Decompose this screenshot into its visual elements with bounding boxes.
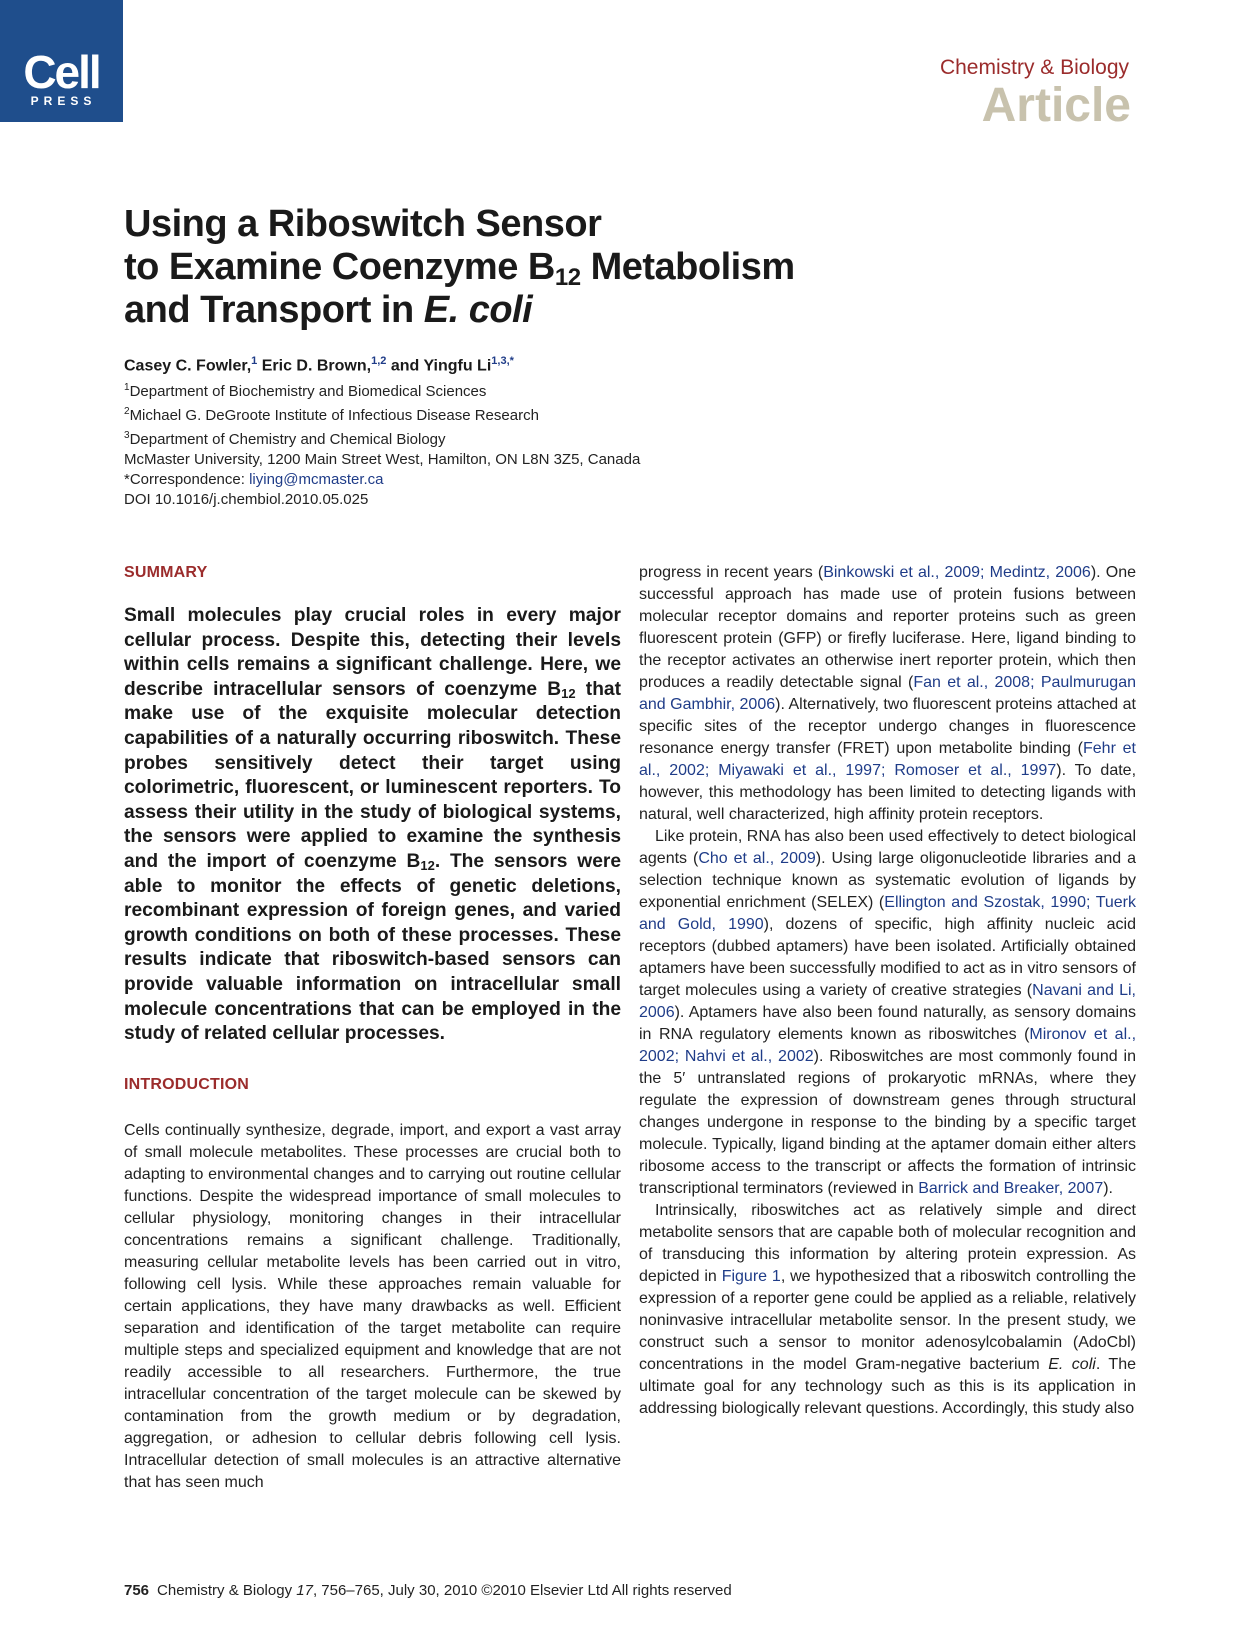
correspondence-label: *Correspondence: xyxy=(124,471,250,488)
author-2: Eric D. Brown, xyxy=(257,357,372,375)
p1-text-d: ). To date, however, this methodology has been limited to detecting ligands with natural, well characterized, high affinity protein receptors. xyxy=(639,762,1137,823)
author-3-sup[interactable]: 1,3,* xyxy=(491,355,514,367)
affiliation-1 xyxy=(124,378,640,402)
summary-heading: SUMMARY xyxy=(124,564,208,581)
p3-text-b: , we hypothesized that a riboswitch controlling the expression of a reporter gene could be applied as a reliable, relatively noninvasive intracellular metabolite sensor. In the present study, we construct such a sensor to monitor adenosylcobalamin (AdoCbl) concentrations in the model Gram-negative bacterium xyxy=(639,1268,1136,1373)
summary-sub-2: 12 xyxy=(420,857,435,873)
article-type: Article xyxy=(981,79,1131,132)
title-line-2 xyxy=(124,246,924,289)
title-line-3 xyxy=(124,289,924,332)
citation-link[interactable]: Mironov et al., 2002; Nahvi et al., 2002 xyxy=(639,1026,1137,1065)
article-title xyxy=(124,203,924,332)
introduction-text: Cells continually synthesize, degrade, import, and export a vast array of small molecule metabolites. These processes are crucial both to adapting to environmental changes and to carrying out routine cellular functions. Despite the widespread importance of small molecules to cellular physiology, monitoring changes in their intracellular concentrations remains a significant challenge. Traditionally, measuring cellular metabolite levels has been carried out in vitro, following cell lysis. While these approaches remain valuable for certain applications, they have many drawbacks as well. Efficient separation and identification of the target metabolite can require multiple steps and specialized equipment and knowledge that are not readily accessible to all researchers. Furthermore, the true intracellular concentration of the target molecule can be skewed by contamination from the growth medium or by degradation, aggregation, or adhesion to cellular debris following cell lysis. Intracellular detection of small molecules is an attractive alternative that has seen much xyxy=(124,1121,621,1491)
summary-part-2: that make use of the exquisite molecular detection capabilities of a naturally occurring riboswitch. These probes sensitively detect their target using colorimetric, fluorescent, or luminescent reporters. To assess their utility in the study of biological systems, the sensors were applied to examine the synthesis and the import of coenzyme B xyxy=(124,678,621,872)
title-line-2b: Metabolism xyxy=(580,246,795,288)
p2-text-a: Like protein, RNA has also been used effectively to detect biological agents ( xyxy=(639,828,1136,867)
page-number: 756 xyxy=(124,1582,150,1599)
title-line-3a: and Transport in xyxy=(124,289,424,331)
page-footer xyxy=(124,1582,732,1599)
p1-text-b: ). One successful approach has made use of protein fusions between molecular receptor domains and reporter proteins such as green fluorescent protein (GFP) or firefly luciferase. Here, ligand binding to the receptor activates an otherwise inert reporter protein, which then produces a readily detectable signal ( xyxy=(639,564,1137,691)
affiliation-1-sup: 1 xyxy=(124,382,130,393)
author-2-sup[interactable]: 1,2 xyxy=(371,355,387,367)
citation-link[interactable]: Navani and Li, 2006 xyxy=(639,982,1137,1021)
summary-part-1: Small molecules play crucial roles in every major cellular process. Despite this, detecting their levels within cells remains a significant challenge. Here, we describe intracellular sensors of coenzyme B xyxy=(124,605,621,700)
p3-text-a: Intrinsically, riboswitches act as relatively simple and direct metabolite sensors that are capable both of molecular recognition and of transducing this information by altering protein expression. As depicted in xyxy=(639,1202,1136,1285)
author-list xyxy=(124,355,514,375)
affiliation-3-text: Department of Chemistry and Chemical Biology xyxy=(129,431,446,448)
p2-text-f: ). xyxy=(1103,1180,1113,1197)
affiliation-1-text: Department of Biochemistry and Biomedical Sciences xyxy=(129,383,487,400)
figure-link[interactable]: Figure 1 xyxy=(721,1268,781,1285)
journal-name: Chemistry & Biology xyxy=(939,56,1129,79)
author-3: and Yingfu Li xyxy=(386,357,492,375)
p3-text-c: . The ultimate goal for any technology such as this is its application in addressing biologically relevant questions. Accordingly, this study also xyxy=(639,1356,1137,1417)
author-1: Casey C. Fowler, xyxy=(124,357,252,375)
title-subscript: 12 xyxy=(554,264,581,291)
title-line-1: Using a Riboswitch Sensor xyxy=(124,203,602,245)
affiliation-2-sup: 2 xyxy=(124,406,130,417)
author-1-sup[interactable]: 1 xyxy=(251,355,258,367)
footer-volume: 17 xyxy=(296,1582,313,1599)
title-line-2a: to Examine Coenzyme B xyxy=(124,246,555,288)
affiliation-2-text: Michael G. DeGroote Institute of Infectious Disease Research xyxy=(129,407,539,424)
affiliation-3-sup: 3 xyxy=(124,430,130,441)
citation-link[interactable]: Ellington and Szostak, 1990; Tuerk and Gold, 1990 xyxy=(639,894,1137,933)
p2-text-c: ), dozens of specific, high affinity nucleic acid receptors (dubbed aptamers) have been isolated. Artificially obtained aptamers have been successfully modified to act as in vitro sensors of target molecules using a variety of creative strategies ( xyxy=(639,916,1137,999)
affiliations xyxy=(124,378,640,510)
citation-link[interactable]: Barrick and Breaker, 2007 xyxy=(918,1180,1104,1197)
p2-text-b: ). Using large oligonucleotide libraries and a selection technique known as systematic evolution of ligands by exponential enrichment (SELEX) ( xyxy=(639,850,1137,911)
affiliation-3 xyxy=(124,426,640,450)
summary-part-3: . The sensors were able to monitor the effects of genetic deletions, recombinant expression of foreign genes, and varied growth conditions on both of these processes. These results indicate that riboswitch-based sensors can provide valuable information on intracellular small molecule concentrations that can be employed in the study of related cellular processes. xyxy=(124,850,622,1045)
correspondence-email-link[interactable]: liying@mcmaster.ca xyxy=(249,471,384,488)
p2-text-d: ). Aptamers have also been found naturally, as sensory domains in RNA regulatory elements known as riboswitches ( xyxy=(639,1004,1136,1043)
summary-sub-1: 12 xyxy=(561,685,576,701)
paragraph-1 xyxy=(639,562,1136,826)
p1-text-a: progress in recent years ( xyxy=(639,564,824,581)
summary-text xyxy=(124,604,621,1047)
p2-text-e: ). Riboswitches are most commonly found in the 5′ untranslated regions of prokaryotic mRNAs, where they regulate the expression of downstream genes through structural changes undergone in response to the binding by a specific target molecule. Typically, ligand binding at the aptamer domain either alters ribosome access to the transcript or affects the formation of intrinsic transcriptional terminators (reviewed in xyxy=(639,1048,1136,1197)
doi: DOI 10.1016/j.chembiol.2010.05.025 xyxy=(124,491,369,508)
cell-press-logo xyxy=(0,0,123,122)
citation-link[interactable]: Fan et al., 2008; Paulmurugan and Gambhir, 2006 xyxy=(639,674,1137,713)
p1-text-c: ). Alternatively, two fluorescent proteins attached at specific sites of the receptor undergo changes in fluorescence resonance energy transfer (FRET) upon metabolite binding ( xyxy=(639,696,1136,757)
logo-sub: PRESS xyxy=(30,94,97,108)
citation-link[interactable]: Fehr et al., 2002; Miyawaki et al., 1997; Romoser et al., 1997 xyxy=(639,740,1137,779)
introduction-heading: INTRODUCTION xyxy=(124,1075,250,1093)
title-italic: E. coli xyxy=(423,289,533,331)
right-column xyxy=(639,562,1136,1420)
logo-main: Cell xyxy=(23,46,100,98)
p3-italic: E. coli xyxy=(1048,1356,1096,1373)
footer-journal: Chemistry & Biology xyxy=(157,1582,297,1599)
paragraph-2 xyxy=(639,826,1136,1200)
footer-citation: , 756–765, July 30, 2010 ©2010 Elsevier Ltd All rights reserved xyxy=(312,1582,732,1599)
paragraph-3 xyxy=(639,1200,1136,1420)
correspondence xyxy=(124,470,640,490)
citation-link[interactable]: Binkowski et al., 2009; Medintz, 2006 xyxy=(823,564,1091,581)
affiliation-2 xyxy=(124,402,640,426)
citation-link[interactable]: Cho et al., 2009 xyxy=(698,850,816,867)
left-column xyxy=(124,562,621,1494)
address: McMaster University, 1200 Main Street West, Hamilton, ON L8N 3Z5, Canada xyxy=(124,451,641,468)
